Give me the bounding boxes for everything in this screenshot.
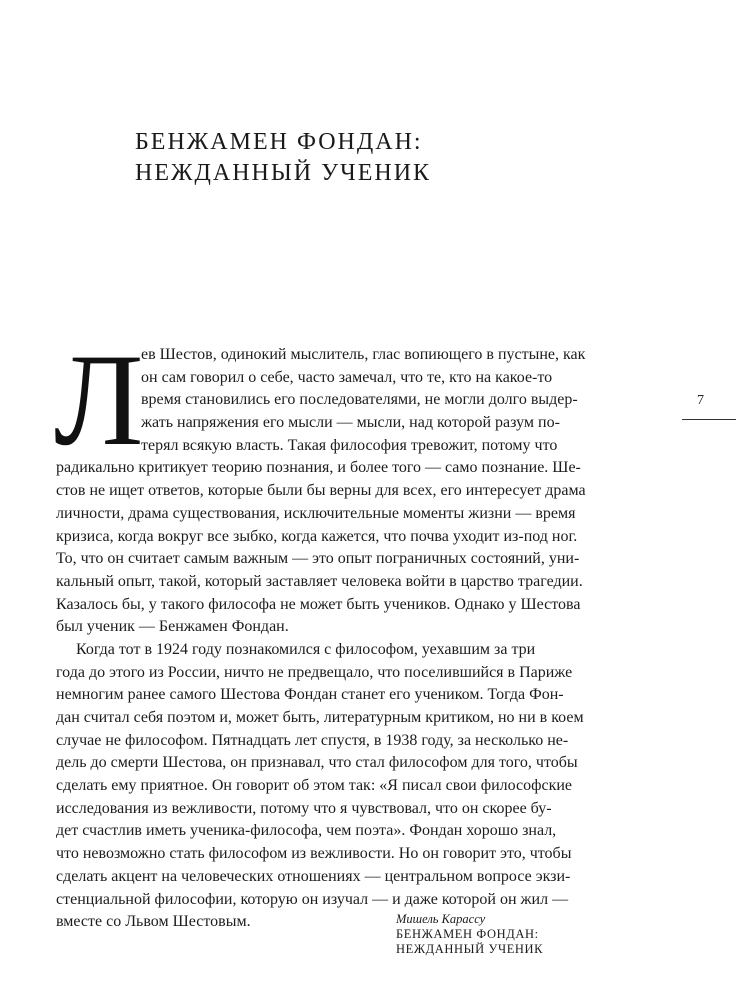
page-number-rule xyxy=(682,419,736,420)
credit-title-line-1: БЕНЖАМЕН ФОНДАН: xyxy=(396,927,539,941)
text-line: Когда тот в 1924 году познакомился с философом, уехавшим за три xyxy=(76,640,536,658)
text-line: дель до смерти Шестова, он признавал, что стал философом для того, чтобы xyxy=(56,754,578,772)
text-line: случае не философом. Пятнадцать лет спустя, в 1938 году, за несколько не- xyxy=(56,731,569,749)
text-line: он сам говорил о себе, часто замечал, что те, кто на какое-то xyxy=(141,368,553,386)
chapter-title-line-2: НЕЖДАННЫЙ УЧЕНИК xyxy=(135,160,432,186)
body-text xyxy=(54,326,626,934)
text-line: радикально критикует теорию познания, и более того — само познание. Ше- xyxy=(56,459,581,477)
paragraph-2 xyxy=(56,639,626,934)
text-line: стенциальной философии, которую он изучал — и даже которой он жил — xyxy=(56,890,569,908)
text-line: что невозможно стать философом из вежливости. Но он говорит это, чтобы xyxy=(56,845,572,863)
text-line: года до этого из России, ничто не предвещало, что поселившийся в Париже xyxy=(56,663,573,681)
chapter-title xyxy=(135,127,431,189)
chapter-title-line-1: БЕНЖАМЕН ФОНДАН: xyxy=(135,129,423,155)
text-line: был ученик — Бенжамен Фондан. xyxy=(56,618,289,636)
text-line: кальный опыт, такой, который заставляет человека войти в царство трагедии. xyxy=(56,572,583,590)
credit-title-line-2: НЕЖДАННЫЙ УЧЕНИК xyxy=(396,942,544,956)
text-line: стов не ищет ответов, которые были бы верны для всех, его интересует драма xyxy=(56,482,586,500)
text-line: терял всякую власть. Такая философия тревожит, потому что xyxy=(141,436,558,454)
text-line: исследования из вежливости, потому что я чувствовал, что он скорее бу- xyxy=(56,799,552,817)
text-line: дет счастлив иметь ученика-философа, чем поэта». Фондан хорошо знал, xyxy=(56,822,557,840)
article-credit xyxy=(396,912,543,957)
text-line: жать напряжения его мысли — мысли, над которой разум по- xyxy=(141,414,560,432)
text-line: сделать акцент на человеческих отношениях — центральном вопросе экзи- xyxy=(56,867,571,885)
text-line: кризиса, когда вокруг все зыбко, когда кажется, что почва уходит из-под ног. xyxy=(56,527,578,545)
text-line: вместе со Львом Шестовым. xyxy=(56,913,251,931)
text-line: ев Шестов, одинокий мыслитель, глас вопиющего в пустыне, как xyxy=(141,346,586,363)
page-number: 7 xyxy=(697,393,704,408)
text-line: дан считал себя поэтом и, может быть, литературным критиком, но ни в коем xyxy=(56,709,584,726)
text-line: Казалось бы, у такого философа не может быть учеников. Однако у Шестова xyxy=(56,595,581,613)
drop-cap: Л xyxy=(54,326,144,473)
text-line: время становились его последователями, не могли долго выдер- xyxy=(141,391,578,409)
text-line: личности, драма существования, исключительные моменты жизни — время xyxy=(56,504,576,522)
text-line: То, что он считает самым важным — это опыт пограничных состояний, уни- xyxy=(56,550,580,568)
paragraph-1 xyxy=(54,326,626,639)
credit-author: Мишель Карассу xyxy=(396,912,486,926)
text-line: немногим ранее самого Шестова Фондан станет его учеником. Тогда Фон- xyxy=(56,686,564,704)
text-line: сделать ему приятное. Он говорит об этом так: «Я писал свои философские xyxy=(56,777,573,795)
